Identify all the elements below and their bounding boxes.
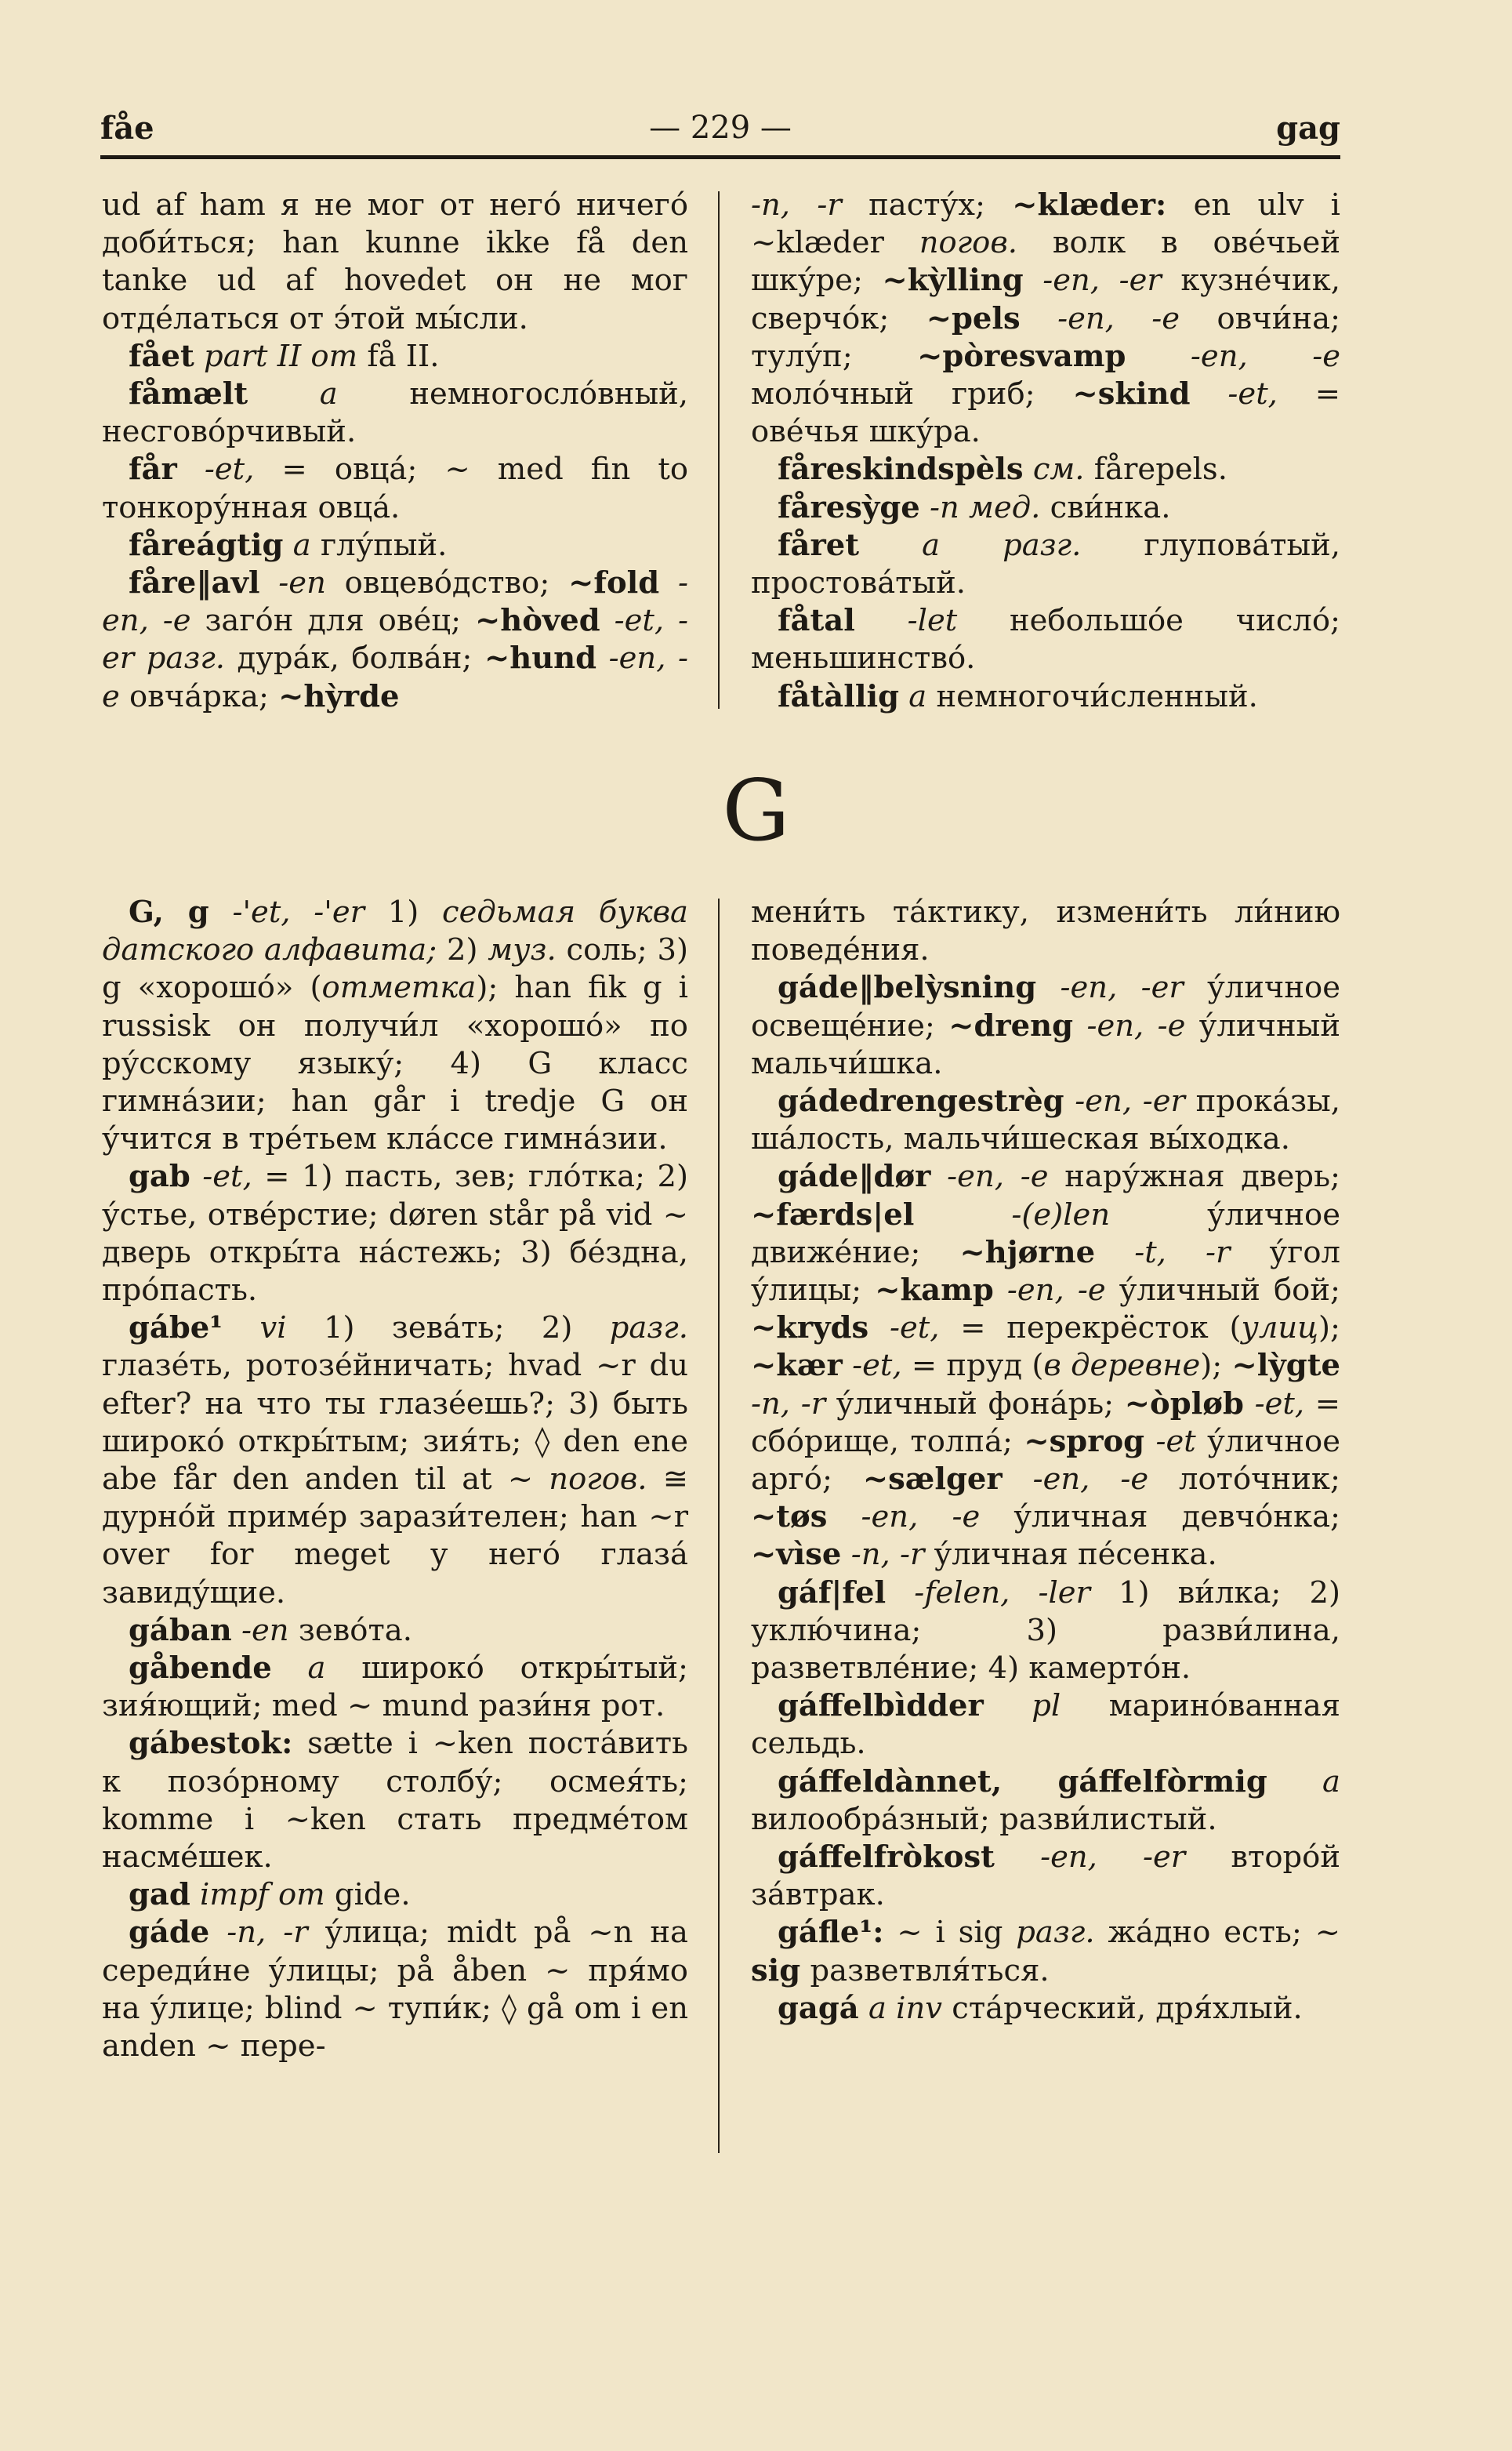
entry-text: = пруд ( <box>901 1348 1044 1384</box>
entry-text <box>600 603 615 638</box>
entry-text <box>209 1915 227 1950</box>
entry-headword: gad <box>129 1877 190 1913</box>
dictionary-entry <box>102 1158 688 1309</box>
dictionary-entry <box>102 451 688 526</box>
grammar-note: -n мед. <box>930 489 1041 525</box>
entry-text: ud af ham я не мог от него́ ничего́ доби́ться; han kunne ikke få den tanke ud af hovedet он не мог отде́латься от э́той мы́сли. <box>102 187 688 336</box>
grammar-note: см. <box>1032 452 1085 488</box>
entry-text <box>855 603 908 638</box>
grammar-note: -n, -r <box>227 1915 308 1951</box>
entry-text: заго́н для ове́ц; <box>190 603 475 639</box>
entry-text: зево́та. <box>288 1612 412 1648</box>
entry-text: немногосло́вный, несгово́рчивый. <box>102 376 688 450</box>
entry-text <box>1073 1008 1086 1044</box>
grammar-note: a <box>1322 1763 1340 1799</box>
entry-text: sætte i ~ken поста́вить к позо́рному столбу́; осмея́ть; komme i ~ken стать предме́том насме́шек. <box>102 1726 688 1875</box>
entry-text <box>920 490 930 525</box>
dictionary-entry <box>751 678 1340 716</box>
dictionary-entry <box>102 376 688 451</box>
grammar-note: погов. <box>549 1462 647 1498</box>
entry-headword: ~kryds <box>751 1310 869 1346</box>
entry-text: овча́рка; <box>119 678 279 714</box>
entry-text: få II. <box>357 338 440 374</box>
entry-text: 1) зева́ть; 2) <box>286 1310 610 1346</box>
entry-headword: får <box>129 452 177 488</box>
grammar-note: -en, -e <box>1057 300 1180 336</box>
dictionary-entry <box>102 1914 688 2065</box>
entry-text: у́гол у́лицы; <box>751 1234 1341 1309</box>
entry-headword: gáffelfròkost <box>778 1839 995 1875</box>
entry-text <box>177 452 205 487</box>
dictionary-entry <box>751 894 1340 969</box>
grammar-note: a <box>319 376 338 412</box>
grammar-note: -'et, -'er <box>232 895 365 930</box>
entry-headword: ~klæder: <box>1012 187 1167 223</box>
entry-text: у́личное движе́ние; <box>751 1196 1340 1270</box>
entry-headword: gáde‖belỳsning <box>778 970 1037 1006</box>
column-bottom-left <box>102 894 688 2065</box>
entry-text: = овца́; ~ med fin to тонкору́нная овца́. <box>102 452 688 525</box>
grammar-note: -et <box>1155 1423 1196 1459</box>
entry-text: широко́ откры́тый; зия́ющий; med ~ mund рази́ня рот. <box>102 1650 688 1724</box>
grammar-note: разг. <box>609 1310 688 1346</box>
entry-headword: gåbende <box>129 1650 272 1687</box>
grammar-note: -en, -er <box>1042 263 1162 299</box>
dictionary-entry <box>751 1914 1340 1989</box>
entry-headword: ~vìse <box>751 1537 842 1573</box>
grammar-note: -et, <box>1254 1385 1305 1422</box>
entry-headword: gagá <box>778 1990 859 2026</box>
entry-text <box>1095 1235 1134 1270</box>
entry-text: 1) <box>364 895 443 930</box>
grammar-note: -en, -er <box>1040 1839 1186 1875</box>
entry-headword: gáde <box>129 1915 210 1951</box>
grammar-note: -en, -er <box>1075 1084 1185 1120</box>
entry-text: ста́рческий, дря́хлый. <box>942 1990 1303 2026</box>
entry-text <box>596 641 609 676</box>
dictionary-entry <box>751 527 1340 602</box>
entry-text <box>1003 1462 1033 1497</box>
entry-text: овчи́на; тулу́п; <box>751 300 1341 374</box>
grammar-note: impf om <box>200 1877 325 1913</box>
grammar-note: погов. <box>919 225 1018 261</box>
entry-headword: fåresỳge <box>778 489 920 525</box>
entry-text <box>190 1877 200 1912</box>
grammar-note: a inv <box>868 1990 943 2026</box>
entry-text <box>248 376 320 412</box>
entry-text: сви́нка. <box>1040 489 1171 525</box>
grammar-note: -(e)len <box>1011 1196 1111 1233</box>
entry-text: у́личный фона́рь; <box>825 1385 1125 1422</box>
grammar-note: -et, <box>1227 376 1278 412</box>
entry-headword: ~kỳlling <box>882 263 1024 299</box>
dictionary-entry <box>751 1574 1340 1688</box>
grammar-note: -en, -er <box>1060 970 1184 1006</box>
section-letter: G <box>722 762 790 860</box>
entry-text <box>995 1839 1040 1875</box>
column-bottom-right <box>751 894 1340 2028</box>
entry-text <box>868 1310 890 1345</box>
entry-text <box>827 1499 861 1534</box>
entry-headword: ~òpløb <box>1124 1385 1244 1422</box>
right-running-headword: gag <box>1276 110 1340 147</box>
entry-text <box>914 1197 1011 1233</box>
entry-text <box>659 565 678 601</box>
header-rule <box>100 155 1340 159</box>
entry-text: ~ i sig <box>883 1915 1017 1951</box>
dictionary-entry <box>751 1990 1340 2028</box>
dictionary-entry <box>751 602 1340 677</box>
entry-headword: ~sælger <box>862 1462 1003 1498</box>
entry-headword: fåreskindspèls <box>778 452 1024 488</box>
dictionary-entry <box>751 1839 1340 1914</box>
column-divider-bottom <box>718 899 720 2153</box>
entry-text: у́личный мальчи́шка. <box>751 1008 1340 1081</box>
grammar-note: -en, -e <box>1006 1273 1106 1309</box>
grammar-note: -en, -e <box>861 1499 981 1535</box>
grammar-note: в деревне <box>1043 1348 1201 1384</box>
entry-text: разветвля́ться. <box>800 1952 1050 1988</box>
entry-text <box>259 565 278 601</box>
grammar-note: -et, <box>889 1310 940 1346</box>
entry-text: небольшо́е число́; меньшинство́. <box>751 603 1340 677</box>
entry-text <box>859 1991 868 2026</box>
entry-text: у́лица; midt på ~n на середи́не у́лицы; på åben ~ пря́мо на у́лице; blind ~ тупи́к; ◊ gå om i en anden ~ пере- <box>102 1915 688 2064</box>
entry-headword: ~hỳrde <box>278 678 400 714</box>
entry-text <box>1024 452 1033 487</box>
entry-text <box>1036 970 1060 1005</box>
entry-headword: gában <box>129 1612 232 1648</box>
entry-headword: fåreágtig <box>129 527 284 563</box>
entry-text <box>1126 339 1190 374</box>
grammar-note: улиц <box>1241 1310 1318 1346</box>
entry-headword: gab <box>129 1159 190 1195</box>
entry-headword: fåtal <box>778 603 855 639</box>
entry-text <box>190 1159 202 1194</box>
page-header <box>100 110 1340 157</box>
column-divider-top <box>718 191 720 709</box>
dictionary-entry <box>751 1763 1340 1839</box>
entry-headword: gáf|fel <box>778 1574 887 1610</box>
grammar-note: -et, <box>204 452 255 488</box>
dictionary-entry <box>102 565 688 716</box>
entry-headword: sig <box>751 1952 801 1988</box>
entry-headword: gádedrengestrèg <box>778 1084 1064 1120</box>
entry-headword: ~fold <box>568 565 660 601</box>
entry-text: глу́пый. <box>310 527 448 563</box>
entry-text <box>232 1613 241 1648</box>
entry-text: у́личное освеще́ние; <box>751 970 1340 1044</box>
dictionary-entry <box>751 1083 1340 1158</box>
entry-headword: ~kær <box>751 1348 843 1384</box>
entry-text: прока́зы, ша́лость, мальчи́шеская вы́ходка. <box>751 1084 1340 1157</box>
entry-headword: ~pels <box>926 300 1021 336</box>
grammar-note: -et, -er разг. <box>102 603 689 677</box>
entry-headword: fåre‖avl <box>129 565 260 601</box>
grammar-note: -en <box>278 565 326 601</box>
entry-text: ); <box>1200 1348 1232 1384</box>
dictionary-entry <box>102 894 688 1158</box>
entry-text: пасту́х; <box>841 187 1013 223</box>
grammar-note: -n, -r <box>850 1537 925 1573</box>
entry-headword: ~kamp <box>875 1273 994 1309</box>
grammar-note: part II om <box>204 338 358 374</box>
entry-text <box>859 528 922 563</box>
grammar-note: a <box>307 1650 326 1687</box>
entry-headword: ~dreng <box>948 1008 1074 1044</box>
entry-text <box>1267 1764 1322 1799</box>
grammar-note: -en, -e <box>1190 338 1340 374</box>
grammar-note: -n, -r <box>751 1385 826 1422</box>
entry-text: = перекрёсток ( <box>939 1310 1242 1346</box>
entry-text: дура́к, болва́н; <box>225 641 484 677</box>
entry-text <box>1021 301 1057 336</box>
grammar-note: pl <box>1032 1688 1061 1724</box>
entry-text: fårepels. <box>1084 452 1227 488</box>
grammar-note: -let <box>907 603 958 639</box>
entry-text: gide. <box>325 1877 411 1913</box>
entry-text <box>930 1159 947 1194</box>
entry-text <box>1144 1424 1155 1459</box>
entry-headword: gáffelbìdder <box>778 1688 984 1724</box>
entry-text <box>843 1348 852 1383</box>
entry-text <box>886 1575 914 1610</box>
entry-text: глупова́тый, простова́тый. <box>751 527 1341 601</box>
entry-headword: gábe¹ <box>129 1310 223 1346</box>
entry-headword: fåtàllig <box>778 678 900 714</box>
entry-text: глазе́ть, ротозе́йничать; hvad ~r du efter? на что ты глазе́ешь?; 3) быть широко́ откры́тым; зия́ть; ◊ den ene abe får den anden til at ~ <box>102 1348 688 1498</box>
column-top-right <box>751 187 1340 716</box>
dictionary-entry <box>102 187 688 338</box>
entry-text <box>283 528 292 563</box>
entry-text: жа́дно есть; ~ <box>1094 1915 1340 1951</box>
dictionary-entry <box>102 1612 688 1650</box>
left-running-headword: fåe <box>100 110 154 147</box>
grammar-note: -en <box>241 1612 289 1648</box>
grammar-note: a <box>908 678 927 714</box>
entry-text: лото́чник; <box>1148 1462 1340 1498</box>
dictionary-entry <box>102 1650 688 1725</box>
dictionary-entry <box>751 1158 1340 1574</box>
grammar-note: -t, -r <box>1134 1234 1231 1270</box>
entry-headword: gábestok: <box>129 1726 293 1762</box>
entry-text <box>1064 1084 1075 1119</box>
entry-text: немногочи́сленный. <box>926 678 1258 714</box>
grammar-note: -et, <box>852 1348 902 1384</box>
entry-text: у́личная девчо́нка; <box>980 1499 1340 1535</box>
entry-text <box>272 1650 308 1686</box>
entry-text: en ulv i ~klæder <box>751 187 1340 261</box>
entry-headword: ~skind <box>1072 376 1191 412</box>
grammar-note: -en, -e <box>1032 1462 1149 1498</box>
dictionary-entry <box>751 489 1340 527</box>
entry-headword: ~sprog <box>1024 1423 1145 1459</box>
entry-text: нару́жная дверь; <box>1048 1159 1341 1195</box>
entry-text <box>1024 263 1043 298</box>
grammar-note: -et, <box>202 1159 252 1195</box>
dictionary-entry <box>102 527 688 565</box>
entry-text: марино́ванная сельдь. <box>751 1688 1340 1762</box>
entry-headword: ~færds|el <box>751 1196 915 1233</box>
entry-headword: gáde‖dør <box>778 1159 931 1195</box>
column-top-left <box>102 187 688 716</box>
entry-headword: ~hund <box>484 641 597 677</box>
entry-headword: ~lỳgte <box>1231 1348 1340 1384</box>
entry-text: = ове́чья шку́ра. <box>751 376 1340 450</box>
grammar-note: -en, -e <box>102 565 688 639</box>
dictionary-entry <box>102 1876 688 1914</box>
entry-text: мени́ть та́ктику, измени́ть ли́нию поведе́ния. <box>751 895 1340 968</box>
entry-text: у́личный бой; <box>1105 1273 1340 1309</box>
entry-text: волк в ове́чьей шку́ре; <box>751 225 1340 299</box>
entry-text: 2) <box>437 932 488 968</box>
entry-headword: fåmælt <box>129 376 248 412</box>
entry-headword: fåret <box>778 527 860 563</box>
dictionary-entry <box>751 187 1340 451</box>
entry-text: у́личное арго́; <box>751 1423 1340 1498</box>
entry-text <box>194 339 204 374</box>
grammar-note: разг. <box>1016 1915 1095 1951</box>
entry-headword: ~pòresvamp <box>917 338 1126 374</box>
grammar-note: -n, -r <box>751 187 842 223</box>
grammar-note: -en, -e <box>947 1159 1049 1195</box>
entry-headword: ~hjørne <box>959 1234 1096 1270</box>
entry-text: второ́й за́втрак. <box>751 1839 1340 1913</box>
grammar-note: vi <box>259 1310 287 1346</box>
entry-text: ); han fik g i russisk он получи́л «хорошо́» по ру́сскому языку́; 4) G класс гимна́зии; han går i tredje G он у́чится в тре́тьем кла́ссе гимна́зии. <box>102 970 688 1157</box>
entry-text: овцево́дство; <box>325 565 569 601</box>
dictionary-entry <box>751 1687 1340 1763</box>
entry-text <box>899 679 908 714</box>
grammar-note: отметка <box>321 970 477 1006</box>
page-number: — 229 — <box>649 110 792 146</box>
dictionary-entry <box>102 1309 688 1612</box>
entry-text: = сбо́рище, толпа́; <box>751 1385 1340 1459</box>
entry-headword: ~hòved <box>474 603 600 639</box>
dictionary-entry <box>102 1725 688 1876</box>
grammar-note: -en, -e <box>1086 1008 1186 1044</box>
dictionary-entry <box>102 338 688 376</box>
grammar-note: муз. <box>488 932 557 968</box>
entry-text: ≅ дурно́й приме́р зарази́телен; han ~r over for meget у него́ глаза́ завиду́щие. <box>102 1462 688 1610</box>
entry-text: = 1) пасть, зев; гло́тка; 2) у́стье, отве́рстие; døren står på vid ~ дверь откры́та на́стежь; 3) бе́здна, про́пасть. <box>102 1159 688 1309</box>
dictionary-entry <box>751 969 1340 1083</box>
grammar-note: a <box>292 527 311 563</box>
entry-headword: fået <box>129 338 194 374</box>
entry-headword: G, g <box>129 895 209 930</box>
entry-text <box>209 895 233 930</box>
entry-text: ); <box>1318 1310 1340 1346</box>
entry-headword: gáffeldànnet, gáffelfòrmig <box>778 1763 1267 1799</box>
entry-text <box>1244 1386 1255 1422</box>
entry-headword: gáfle¹: <box>778 1915 884 1951</box>
entry-text: 1) ви́лка; 2) уклю́чина; 3) разви́лина, разветвле́ние; 4) камерто́н. <box>751 1574 1340 1687</box>
entry-text: кузне́чик, сверчо́к; <box>751 263 1340 336</box>
entry-text: соль; 3) g «хорошо́» ( <box>102 932 688 1006</box>
entry-text: моло́чный гриб; <box>751 376 1073 412</box>
grammar-note: -en, -e <box>102 641 688 714</box>
entry-text <box>841 1537 850 1572</box>
entry-text <box>984 1688 1032 1723</box>
dictionary-entry <box>751 451 1340 488</box>
grammar-note: a разг. <box>922 527 1082 563</box>
grammar-note: седьмая буква датского алфавита; <box>102 895 688 968</box>
entry-text: вилообра́зный; разви́листый. <box>751 1801 1217 1837</box>
entry-text: у́личная пе́сенка. <box>924 1537 1217 1573</box>
entry-text <box>223 1310 259 1345</box>
entry-text <box>994 1273 1007 1308</box>
grammar-note: -felen, -ler <box>914 1574 1090 1610</box>
entry-text <box>1191 376 1228 412</box>
entry-headword: ~tøs <box>751 1499 828 1535</box>
